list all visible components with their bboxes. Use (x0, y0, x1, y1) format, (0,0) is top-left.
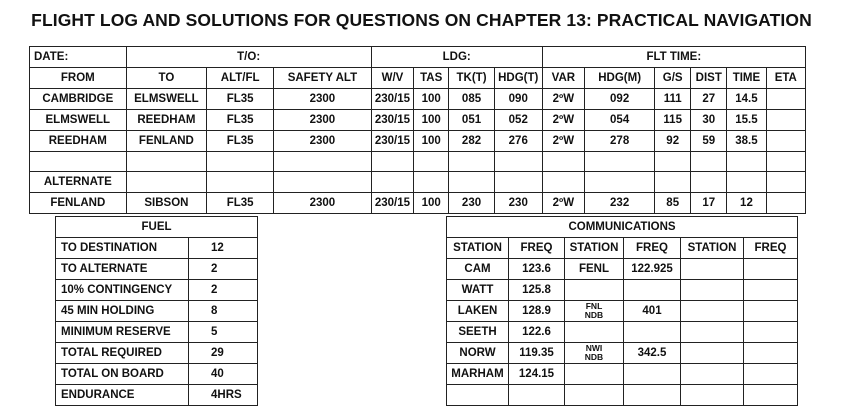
cell: 230/15 (371, 110, 413, 131)
cell: 052 (494, 110, 542, 131)
cell: 085 (449, 89, 495, 110)
cell (494, 172, 542, 193)
cell: 230/15 (371, 131, 413, 152)
fuel-value: 4HRS (189, 385, 258, 406)
cell (655, 152, 691, 172)
cell (449, 172, 495, 193)
cell: 278 (585, 131, 655, 152)
fuel-value: 5 (189, 322, 258, 343)
takeoff-label: T/O: (126, 47, 371, 68)
cell: 2300 (274, 131, 372, 152)
fuel-value: 40 (189, 364, 258, 385)
cell (744, 301, 798, 322)
cell (727, 152, 766, 172)
cell (509, 385, 565, 406)
col-hdg-t: HDG(T) (494, 68, 542, 89)
cell: 122.925 (624, 259, 681, 280)
cell (681, 364, 744, 385)
cell (744, 343, 798, 364)
fuel-value: 2 (189, 280, 258, 301)
cell: 14.5 (727, 89, 766, 110)
cell: 122.6 (509, 322, 565, 343)
flight-log-table (29, 46, 806, 214)
cell: 111 (655, 89, 691, 110)
cell: 100 (414, 89, 449, 110)
log-column-header-row (30, 68, 806, 89)
cell (274, 152, 372, 172)
cell (274, 172, 372, 193)
fuel-label: 45 MIN HOLDING (56, 301, 189, 322)
fuel-value: 12 (189, 238, 258, 259)
cell: FL35 (207, 131, 274, 152)
col-wv: W/V (371, 68, 413, 89)
fuel-value: 2 (189, 259, 258, 280)
cell (691, 152, 727, 172)
cell (766, 172, 805, 193)
fuel-title: FUEL (56, 217, 258, 238)
cell (585, 172, 655, 193)
table-row (30, 172, 806, 193)
cell: 2ºW (542, 131, 584, 152)
cell (681, 322, 744, 343)
cell: NORW (447, 343, 509, 364)
cell: 100 (414, 193, 449, 214)
cell (691, 172, 727, 193)
fuel-label: TO DESTINATION (56, 238, 189, 259)
table-row (30, 110, 806, 131)
ndb-station-label: FNL NDB (584, 300, 604, 320)
cell: ELMSWELL (30, 110, 127, 131)
cell: FENL (565, 259, 624, 280)
cell (766, 89, 805, 110)
cell (766, 131, 805, 152)
cell: 092 (585, 89, 655, 110)
col-hdg-m: HDG(M) (585, 68, 655, 89)
cell (766, 110, 805, 131)
cell: 85 (655, 193, 691, 214)
cell (542, 172, 584, 193)
cell (624, 322, 681, 343)
col-freq: FREQ (624, 238, 681, 259)
cell (565, 343, 624, 364)
table-row (30, 131, 806, 152)
cell: CAM (447, 259, 509, 280)
comms-title: COMMUNICATIONS (447, 217, 798, 238)
table-row (56, 301, 258, 322)
alternate-label: ALTERNATE (30, 172, 127, 193)
cell: WATT (447, 280, 509, 301)
col-tk-t: TK(T) (449, 68, 495, 89)
cell (727, 172, 766, 193)
table-row (56, 280, 258, 301)
cell: 2300 (274, 89, 372, 110)
cell (681, 385, 744, 406)
col-time: TIME (727, 68, 766, 89)
cell (681, 301, 744, 322)
cell: 27 (691, 89, 727, 110)
cell (766, 193, 805, 214)
col-station: STATION (565, 238, 624, 259)
cell: 15.5 (727, 110, 766, 131)
cell: 17 (691, 193, 727, 214)
log-header-row (30, 47, 806, 68)
cell: 230/15 (371, 193, 413, 214)
table-row (56, 259, 258, 280)
fuel-label: ENDURANCE (56, 385, 189, 406)
cell: 92 (655, 131, 691, 152)
col-station: STATION (681, 238, 744, 259)
col-alt-fl: ALT/FL (207, 68, 274, 89)
cell (565, 385, 624, 406)
fuel-label: TOTAL ON BOARD (56, 364, 189, 385)
cell: 230 (494, 193, 542, 214)
cell: 12 (727, 193, 766, 214)
fuel-label: TOTAL REQUIRED (56, 343, 189, 364)
table-row (447, 259, 798, 280)
cell (681, 343, 744, 364)
cell (542, 152, 584, 172)
cell (766, 152, 805, 172)
cell (565, 280, 624, 301)
cell (565, 301, 624, 322)
table-row (447, 280, 798, 301)
cell (681, 259, 744, 280)
date-label: DATE: (30, 47, 127, 68)
cell: FENLAND (126, 131, 207, 152)
cell: 100 (414, 131, 449, 152)
col-dist: DIST (691, 68, 727, 89)
table-row (447, 322, 798, 343)
cell (414, 152, 449, 172)
table-row (30, 152, 806, 172)
cell (655, 172, 691, 193)
col-gs: G/S (655, 68, 691, 89)
cell: 054 (585, 110, 655, 131)
cell: 051 (449, 110, 495, 131)
ndb-station-label: NWI NDB (584, 342, 604, 362)
cell (449, 152, 495, 172)
cell: SEETH (447, 322, 509, 343)
col-station: STATION (447, 238, 509, 259)
table-row (447, 364, 798, 385)
cell: FL35 (207, 193, 274, 214)
table-row (56, 322, 258, 343)
col-tas: TAS (414, 68, 449, 89)
fuel-value: 8 (189, 301, 258, 322)
cell: 128.9 (509, 301, 565, 322)
col-var: VAR (542, 68, 584, 89)
cell (371, 152, 413, 172)
fuel-title-row (56, 217, 258, 238)
cell: FENLAND (30, 193, 127, 214)
landing-label: LDG: (371, 47, 542, 68)
cell (744, 322, 798, 343)
cell: 119.35 (509, 343, 565, 364)
cell (414, 172, 449, 193)
cell (744, 364, 798, 385)
cell: FL35 (207, 110, 274, 131)
cell: REEDHAM (126, 110, 207, 131)
cell (681, 280, 744, 301)
cell: FL35 (207, 89, 274, 110)
cell: MARHAM (447, 364, 509, 385)
cell (744, 280, 798, 301)
table-row (30, 193, 806, 214)
cell: 276 (494, 131, 542, 152)
col-freq: FREQ (744, 238, 798, 259)
fuel-value: 29 (189, 343, 258, 364)
cell: 230 (449, 193, 495, 214)
cell (744, 385, 798, 406)
fuel-label: TO ALTERNATE (56, 259, 189, 280)
col-to: TO (126, 68, 207, 89)
cell: 2300 (274, 193, 372, 214)
cell: 59 (691, 131, 727, 152)
cell (624, 364, 681, 385)
col-from: FROM (30, 68, 127, 89)
cell (744, 259, 798, 280)
cell: ELMSWELL (126, 89, 207, 110)
cell: 232 (585, 193, 655, 214)
cell: SIBSON (126, 193, 207, 214)
fuel-label: MINIMUM RESERVE (56, 322, 189, 343)
cell: 401 (624, 301, 681, 322)
cell (624, 385, 681, 406)
table-row (56, 343, 258, 364)
cell: 2ºW (542, 89, 584, 110)
cell: 115 (655, 110, 691, 131)
cell (126, 152, 207, 172)
cell (207, 172, 274, 193)
cell: 125.8 (509, 280, 565, 301)
cell (624, 280, 681, 301)
cell: 38.5 (727, 131, 766, 152)
col-safety-alt: SAFETY ALT (274, 68, 372, 89)
cell: 123.6 (509, 259, 565, 280)
table-row (30, 89, 806, 110)
cell: 2300 (274, 110, 372, 131)
cell (207, 152, 274, 172)
table-row (447, 301, 798, 322)
cell (565, 364, 624, 385)
cell: 2ºW (542, 110, 584, 131)
table-row (56, 238, 258, 259)
table-row (447, 385, 798, 406)
cell: REEDHAM (30, 131, 127, 152)
communications-table (446, 216, 798, 406)
cell (494, 152, 542, 172)
cell (126, 172, 207, 193)
col-eta: ETA (766, 68, 805, 89)
cell: 100 (414, 110, 449, 131)
cell (447, 385, 509, 406)
comms-title-row (447, 217, 798, 238)
cell (371, 172, 413, 193)
col-freq: FREQ (509, 238, 565, 259)
comms-header-row (447, 238, 798, 259)
cell: 230/15 (371, 89, 413, 110)
fuel-table (55, 216, 258, 406)
table-row (56, 364, 258, 385)
cell (30, 152, 127, 172)
cell: CAMBRIDGE (30, 89, 127, 110)
cell: LAKEN (447, 301, 509, 322)
cell: 124.15 (509, 364, 565, 385)
cell: 342.5 (624, 343, 681, 364)
cell: 282 (449, 131, 495, 152)
cell: 090 (494, 89, 542, 110)
cell (565, 322, 624, 343)
flight-time-label: FLT TIME: (542, 47, 805, 68)
cell: 30 (691, 110, 727, 131)
fuel-label: 10% CONTINGENCY (56, 280, 189, 301)
cell (585, 152, 655, 172)
page-title: FLIGHT LOG AND SOLUTIONS FOR QUESTIONS ON CHAPTER 13: PRACTICAL NAVIGATION (31, 10, 812, 30)
table-row (447, 343, 798, 364)
table-row (56, 385, 258, 406)
cell: 2ºW (542, 193, 584, 214)
